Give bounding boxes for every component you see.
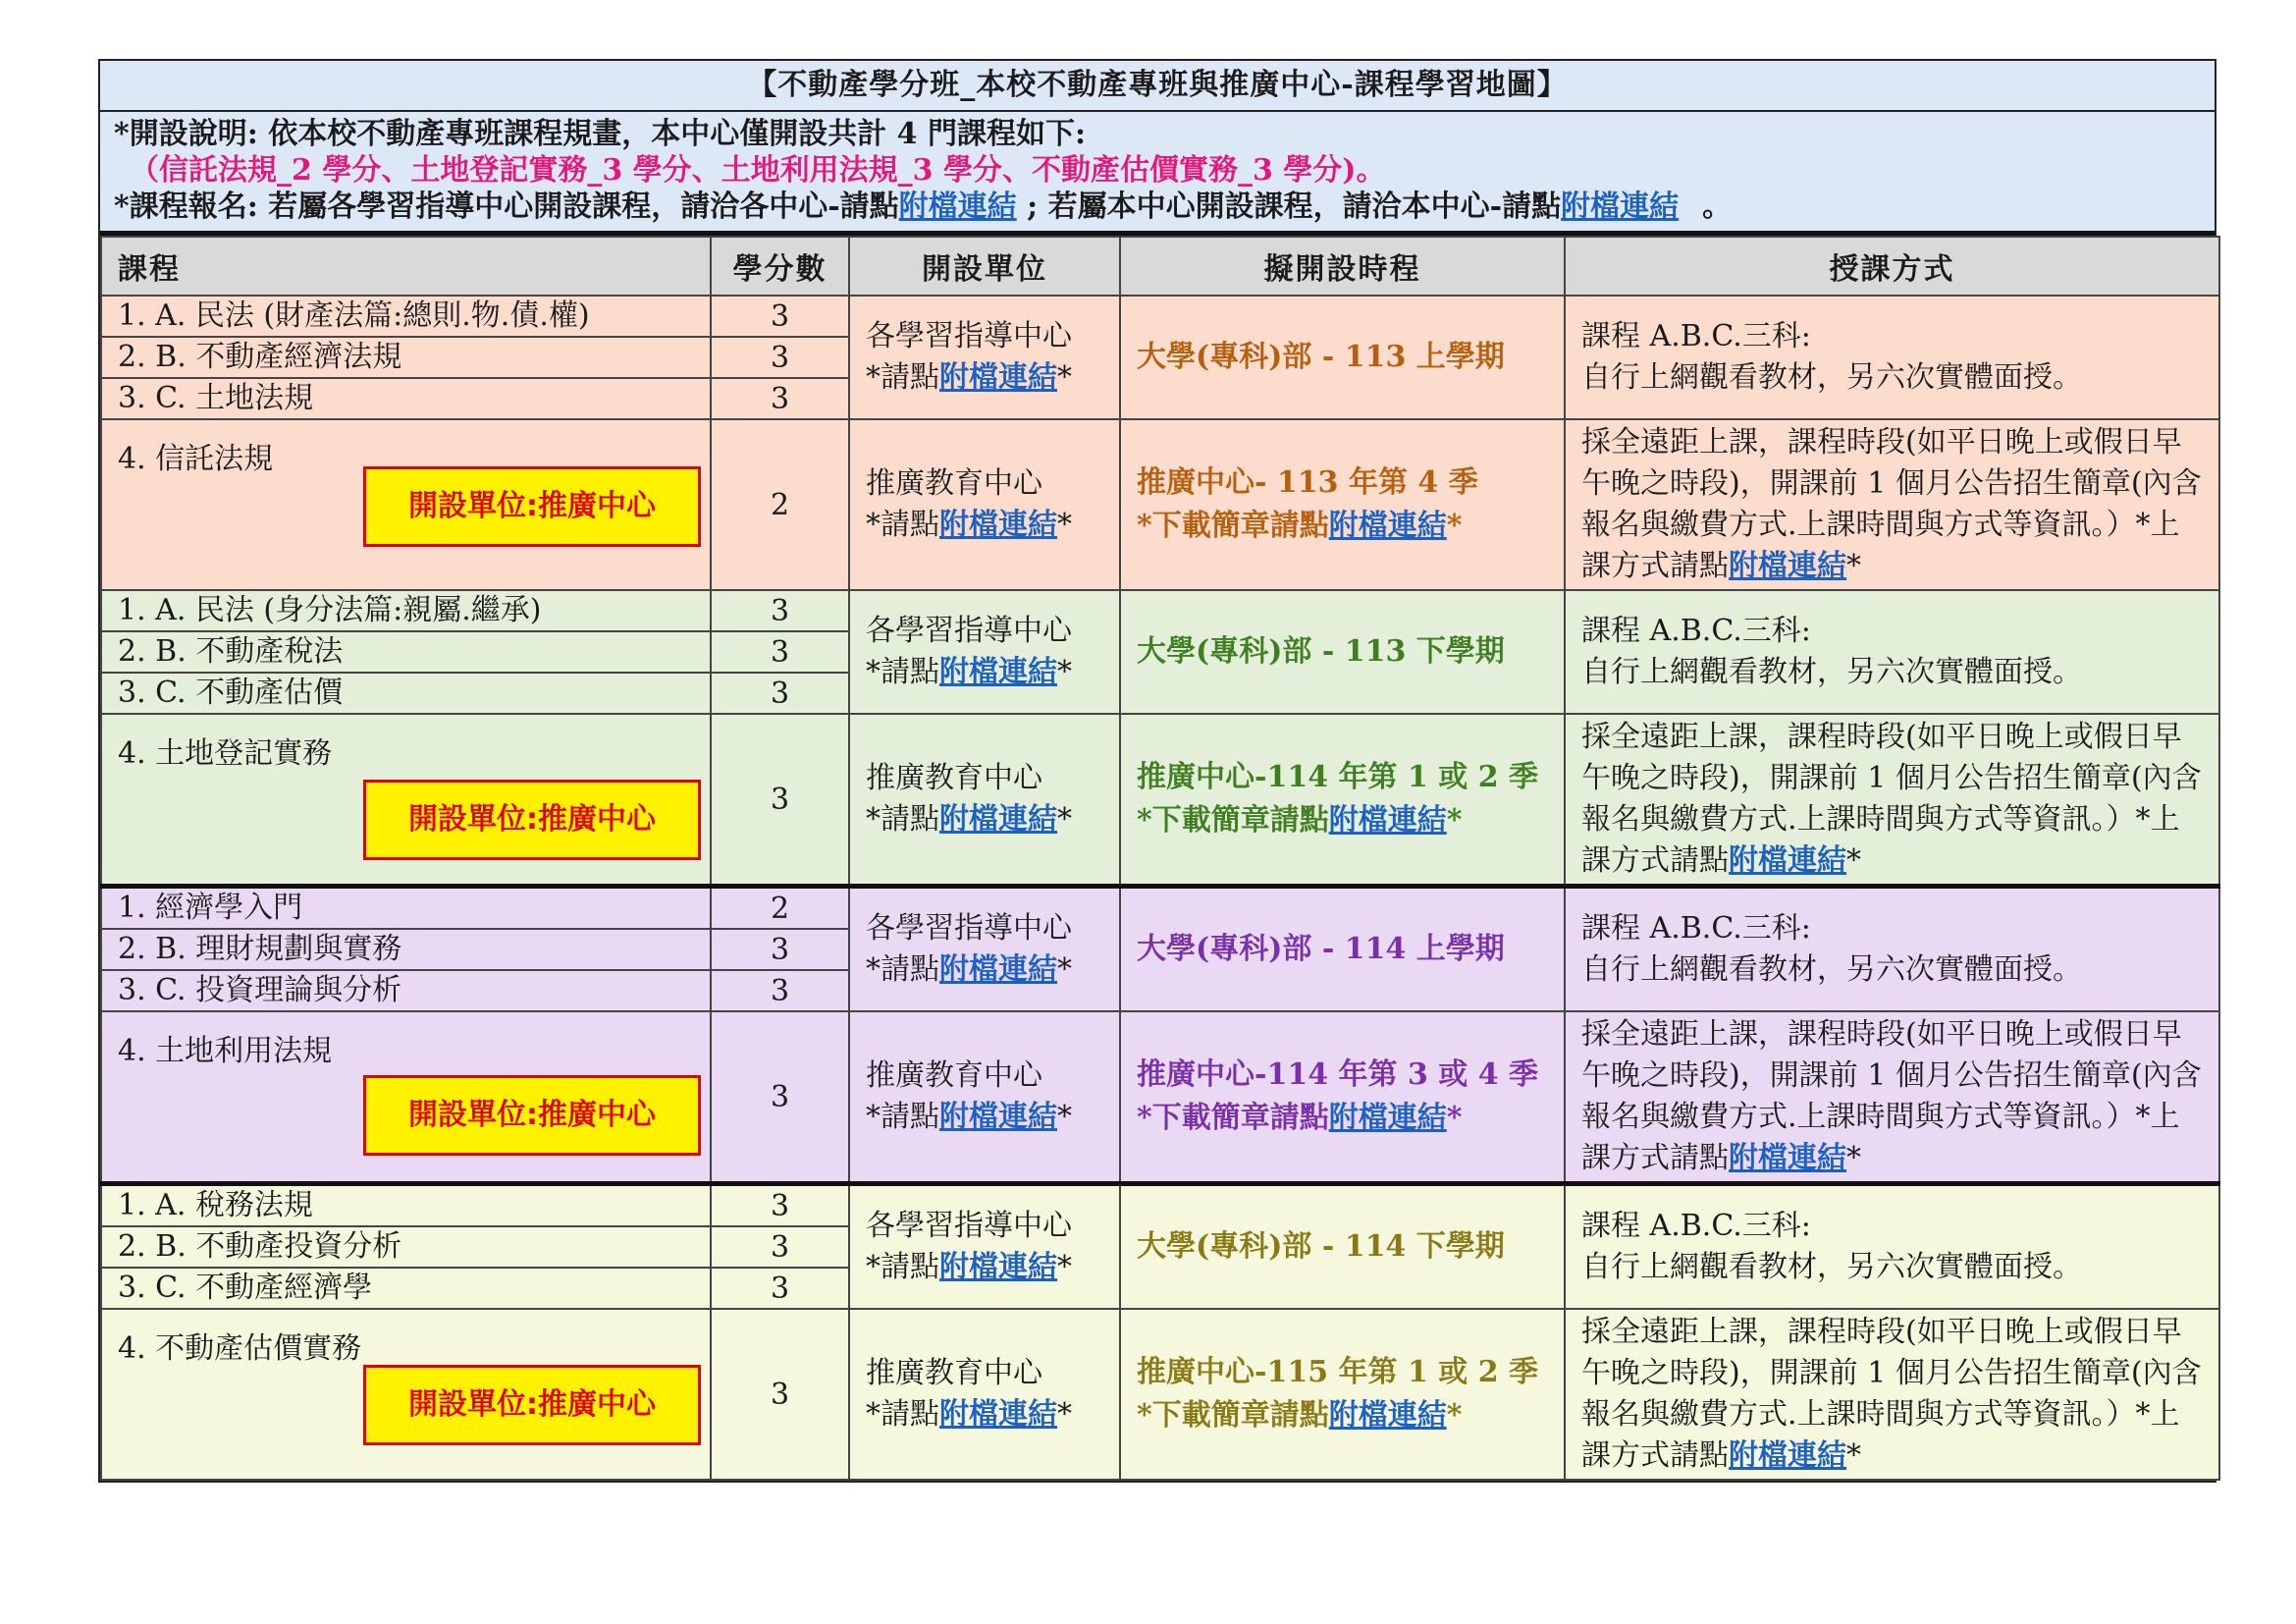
header-notes (100, 112, 2215, 236)
star: * (1846, 1141, 1861, 1175)
extension-badge: 開設單位:推廣中心 (363, 466, 701, 547)
remote-method-text: 採全遠距上課，課程時段(如平日晚上或假日早午晚之時段)，開課前 1 個月公告招生簡章(內含報名與繳費方式.上課時間與方式等資訊。）*上課方式請點 (1581, 720, 2202, 878)
click-prefix: *請點 (866, 1397, 939, 1432)
registration-text-a: *課程報名: 若屬各學習指導中心開設課程，請洽各中心-請點 (114, 189, 899, 224)
unit-link-line (866, 652, 1119, 693)
unit-link-line (866, 505, 1119, 546)
course-name: 2. B. 不動產經濟法規 (101, 337, 711, 378)
click-prefix: *請點 (866, 508, 939, 542)
table-header-row (101, 237, 2219, 296)
course-credits: 3 (711, 378, 849, 419)
course-name: 4. 不動產估價實務 (118, 1331, 362, 1366)
extension-schedule: 推廣中心-115 年第 1 或 2 季 (1137, 1355, 1539, 1389)
course-credits: 2 (711, 419, 849, 590)
col-course: 課程 (101, 237, 711, 296)
method-cell (1565, 296, 2219, 419)
attachment-link[interactable]: 附檔連結 (939, 1100, 1057, 1134)
extension-course-cell (101, 714, 711, 887)
unit-link-line (866, 1394, 1119, 1435)
table-row-extension (101, 1309, 2219, 1480)
unit-name: 各學習指導中心 (866, 614, 1072, 648)
schedule-cell (1120, 1011, 1565, 1184)
brochure-link[interactable]: 附檔連結 (1328, 1101, 1447, 1135)
method-line-1: 課程 A.B.C.三科: (1581, 911, 1811, 946)
star: * (1057, 508, 1072, 542)
star: * (1446, 803, 1463, 838)
extension-schedule: 推廣中心-114 年第 1 或 2 季 (1137, 760, 1539, 794)
unit-cell (849, 419, 1120, 590)
schedule-cell (1120, 714, 1565, 887)
unit-cell (849, 887, 1120, 1012)
course-name: 2. B. 不動產投資分析 (101, 1226, 711, 1268)
extension-course-cell (101, 1011, 711, 1184)
course-credits: 3 (711, 673, 849, 714)
method-cell (1565, 1011, 2219, 1184)
unit-link-line (866, 1247, 1119, 1288)
course-name: 1. A. 民法 (財產法篇:總則.物.債.權) (101, 296, 711, 337)
unit-name: 推廣教育中心 (866, 761, 1042, 795)
course-credits: 2 (711, 887, 849, 930)
col-unit: 開設單位 (849, 237, 1120, 296)
course-credits: 3 (711, 1226, 849, 1268)
table-row-extension (101, 419, 2219, 590)
attachment-link[interactable]: 附檔連結 (939, 360, 1057, 395)
course-map-sheet (98, 59, 2216, 1483)
attachment-link[interactable]: 附檔連結 (939, 508, 1057, 542)
brochure-line (1137, 1394, 1564, 1437)
unit-link-line (866, 799, 1119, 840)
extension-badge: 開設單位:推廣中心 (363, 780, 701, 860)
course-credits: 3 (711, 590, 849, 631)
unit-cell (849, 714, 1120, 887)
page-title: 【不動產學分班_本校不動產專班與推廣中心-課程學習地圖】 (100, 61, 2215, 112)
extension-attachment-link[interactable]: 附檔連結 (1561, 189, 1680, 224)
brochure-line (1137, 799, 1564, 842)
unit-name: 各學習指導中心 (866, 911, 1072, 946)
centers-attachment-link[interactable]: 附檔連結 (898, 189, 1017, 224)
method-attachment-link[interactable]: 附檔連結 (1729, 1141, 1846, 1175)
unit-name: 各學習指導中心 (866, 319, 1072, 353)
course-credits: 3 (711, 296, 849, 337)
schedule-cell: 大學(專科)部 - 113 上學期 (1120, 296, 1565, 419)
method-cell (1565, 1184, 2219, 1310)
course-name: 3. C. 投資理論與分析 (101, 970, 711, 1011)
course-name: 3. C. 不動產估價 (101, 673, 711, 714)
course-name: 3. C. 土地法規 (101, 378, 711, 419)
method-line-2: 自行上網觀看教材，另六次實體面授。 (1581, 1250, 2082, 1284)
unit-link-line (866, 1097, 1119, 1138)
attachment-link[interactable]: 附檔連結 (939, 802, 1057, 837)
unit-name: 推廣教育中心 (866, 1058, 1042, 1093)
method-line-2: 自行上網觀看教材，另六次實體面授。 (1581, 655, 2082, 689)
table-row (101, 887, 2219, 930)
method-line-1: 課程 A.B.C.三科: (1581, 1209, 1811, 1243)
course-table (100, 236, 2220, 1481)
method-line-2: 自行上網觀看教材，另六次實體面授。 (1581, 360, 2082, 395)
star: * (1057, 1397, 1072, 1432)
course-name: 2. B. 不動產稅法 (101, 631, 711, 673)
registration-text-c: 。 (1702, 189, 1733, 224)
method-line-2: 自行上網觀看教材，另六次實體面授。 (1581, 952, 2082, 987)
col-method: 授課方式 (1565, 237, 2219, 296)
star: * (1446, 1101, 1463, 1135)
method-attachment-link[interactable]: 附檔連結 (1729, 1438, 1846, 1473)
method-line-1: 課程 A.B.C.三科: (1581, 319, 1811, 353)
course-name: 4. 土地利用法規 (118, 1034, 333, 1068)
brochure-prefix: *下載簡章請點 (1137, 1398, 1329, 1433)
star: * (1057, 1250, 1072, 1284)
method-cell (1565, 419, 2219, 590)
star: * (1057, 1100, 1072, 1134)
course-name: 2. B. 理財規劃與實務 (101, 929, 711, 970)
schedule-cell (1120, 419, 1565, 590)
course-credits: 3 (711, 1309, 849, 1480)
brochure-prefix: *下載簡章請點 (1137, 1101, 1329, 1135)
unit-cell (849, 1184, 1120, 1310)
course-credits: 3 (711, 631, 849, 673)
table-row (101, 296, 2219, 337)
opening-note: *開設說明: 依本校不動產專班課程規畫，本中心僅開設共計 4 門課程如下: (114, 117, 1087, 151)
method-cell (1565, 714, 2219, 887)
brochure-prefix: *下載簡章請點 (1137, 803, 1329, 838)
click-prefix: *請點 (866, 655, 939, 689)
extension-course-cell (101, 419, 711, 590)
brochure-prefix: *下載簡章請點 (1137, 509, 1329, 543)
course-name: 4. 信託法規 (118, 442, 274, 476)
unit-cell (849, 1309, 1120, 1480)
extension-schedule: 推廣中心-114 年第 3 或 4 季 (1137, 1057, 1539, 1092)
star: * (1846, 1438, 1861, 1473)
star: * (1446, 1398, 1463, 1433)
course-credits: 3 (711, 970, 849, 1011)
course-credits: 3 (711, 1011, 849, 1184)
course-credits: 3 (711, 1184, 849, 1227)
click-prefix: *請點 (866, 1100, 939, 1134)
course-name: 1. A. 民法 (身分法篇:親屬.繼承) (101, 590, 711, 631)
star: * (1057, 802, 1072, 837)
extension-schedule: 推廣中心- 113 年第 4 季 (1137, 465, 1478, 500)
col-schedule: 擬開設時程 (1120, 237, 1565, 296)
brochure-link[interactable]: 附檔連結 (1328, 803, 1447, 838)
col-credits: 學分數 (711, 237, 849, 296)
unit-name: 各學習指導中心 (866, 1209, 1072, 1243)
course-name: 3. C. 不動產經濟學 (101, 1268, 711, 1309)
extension-badge: 開設單位:推廣中心 (363, 1075, 701, 1156)
star: * (1057, 360, 1072, 395)
course-credits: 3 (711, 714, 849, 887)
method-attachment-link[interactable]: 附檔連結 (1729, 549, 1846, 583)
remote-method-text: 採全遠距上課，課程時段(如平日晚上或假日早午晚之時段)，開課前 1 個月公告招生簡章(內含報名與繳費方式.上課時間與方式等資訊。）*上課方式請點 (1581, 1017, 2202, 1175)
method-cell (1565, 1309, 2219, 1480)
extension-courses-note: （信託法規_2 學分、土地登記實務_3 學分、土地利用法規_3 學分、不動產估價實務_3 學分)。 (130, 153, 1386, 188)
schedule-cell (1120, 1309, 1565, 1480)
unit-cell (849, 1011, 1120, 1184)
star: * (1446, 509, 1463, 543)
unit-cell (849, 296, 1120, 419)
schedule-cell: 大學(專科)部 - 114 下學期 (1120, 1184, 1565, 1310)
unit-cell (849, 590, 1120, 714)
method-cell (1565, 590, 2219, 714)
method-line-1: 課程 A.B.C.三科: (1581, 614, 1811, 648)
course-credits: 3 (711, 337, 849, 378)
course-name: 1. A. 稅務法規 (101, 1184, 711, 1227)
unit-link-line (866, 357, 1119, 399)
table-row-extension (101, 714, 2219, 887)
schedule-cell: 大學(專科)部 - 113 下學期 (1120, 590, 1565, 714)
extension-course-cell (101, 1309, 711, 1480)
star: * (1057, 952, 1072, 987)
registration-text-b: ; 若屬本中心開設課程，請洽本中心-請點 (1016, 189, 1562, 224)
unit-name: 推廣教育中心 (866, 1356, 1042, 1390)
unit-name: 推廣教育中心 (866, 466, 1042, 501)
click-prefix: *請點 (866, 360, 939, 395)
attachment-link[interactable]: 附檔連結 (939, 1250, 1057, 1284)
method-cell (1565, 887, 2219, 1012)
schedule-cell: 大學(專科)部 - 114 上學期 (1120, 887, 1565, 1012)
table-row-extension (101, 1011, 2219, 1184)
course-name: 4. 土地登記實務 (118, 736, 333, 771)
extension-badge: 開設單位:推廣中心 (363, 1365, 701, 1445)
table-row (101, 590, 2219, 631)
method-attachment-link[interactable]: 附檔連結 (1729, 843, 1846, 878)
remote-method-text: 採全遠距上課，課程時段(如平日晚上或假日早午晚之時段)，開課前 1 個月公告招生簡章(內含報名與繳費方式.上課時間與方式等資訊。）*上課方式請點 (1581, 425, 2202, 583)
attachment-link[interactable]: 附檔連結 (939, 952, 1057, 987)
brochure-line (1137, 505, 1564, 548)
unit-link-line (866, 949, 1119, 991)
course-credits: 3 (711, 929, 849, 970)
course-name: 1. 經濟學入門 (101, 887, 711, 930)
click-prefix: *請點 (866, 952, 939, 987)
star: * (1846, 843, 1861, 878)
registration-note (114, 189, 2205, 225)
click-prefix: *請點 (866, 802, 939, 837)
attachment-link[interactable]: 附檔連結 (939, 655, 1057, 689)
table-row (101, 1184, 2219, 1227)
attachment-link[interactable]: 附檔連結 (939, 1397, 1057, 1432)
brochure-line (1137, 1097, 1564, 1140)
star: * (1846, 549, 1861, 583)
star: * (1057, 655, 1072, 689)
click-prefix: *請點 (866, 1250, 939, 1284)
remote-method-text: 採全遠距上課，課程時段(如平日晚上或假日早午晚之時段)，開課前 1 個月公告招生簡章(內含報名與繳費方式.上課時間與方式等資訊。）*上課方式請點 (1581, 1315, 2202, 1473)
brochure-link[interactable]: 附檔連結 (1328, 1398, 1447, 1433)
brochure-link[interactable]: 附檔連結 (1328, 509, 1447, 543)
course-credits: 3 (711, 1268, 849, 1309)
